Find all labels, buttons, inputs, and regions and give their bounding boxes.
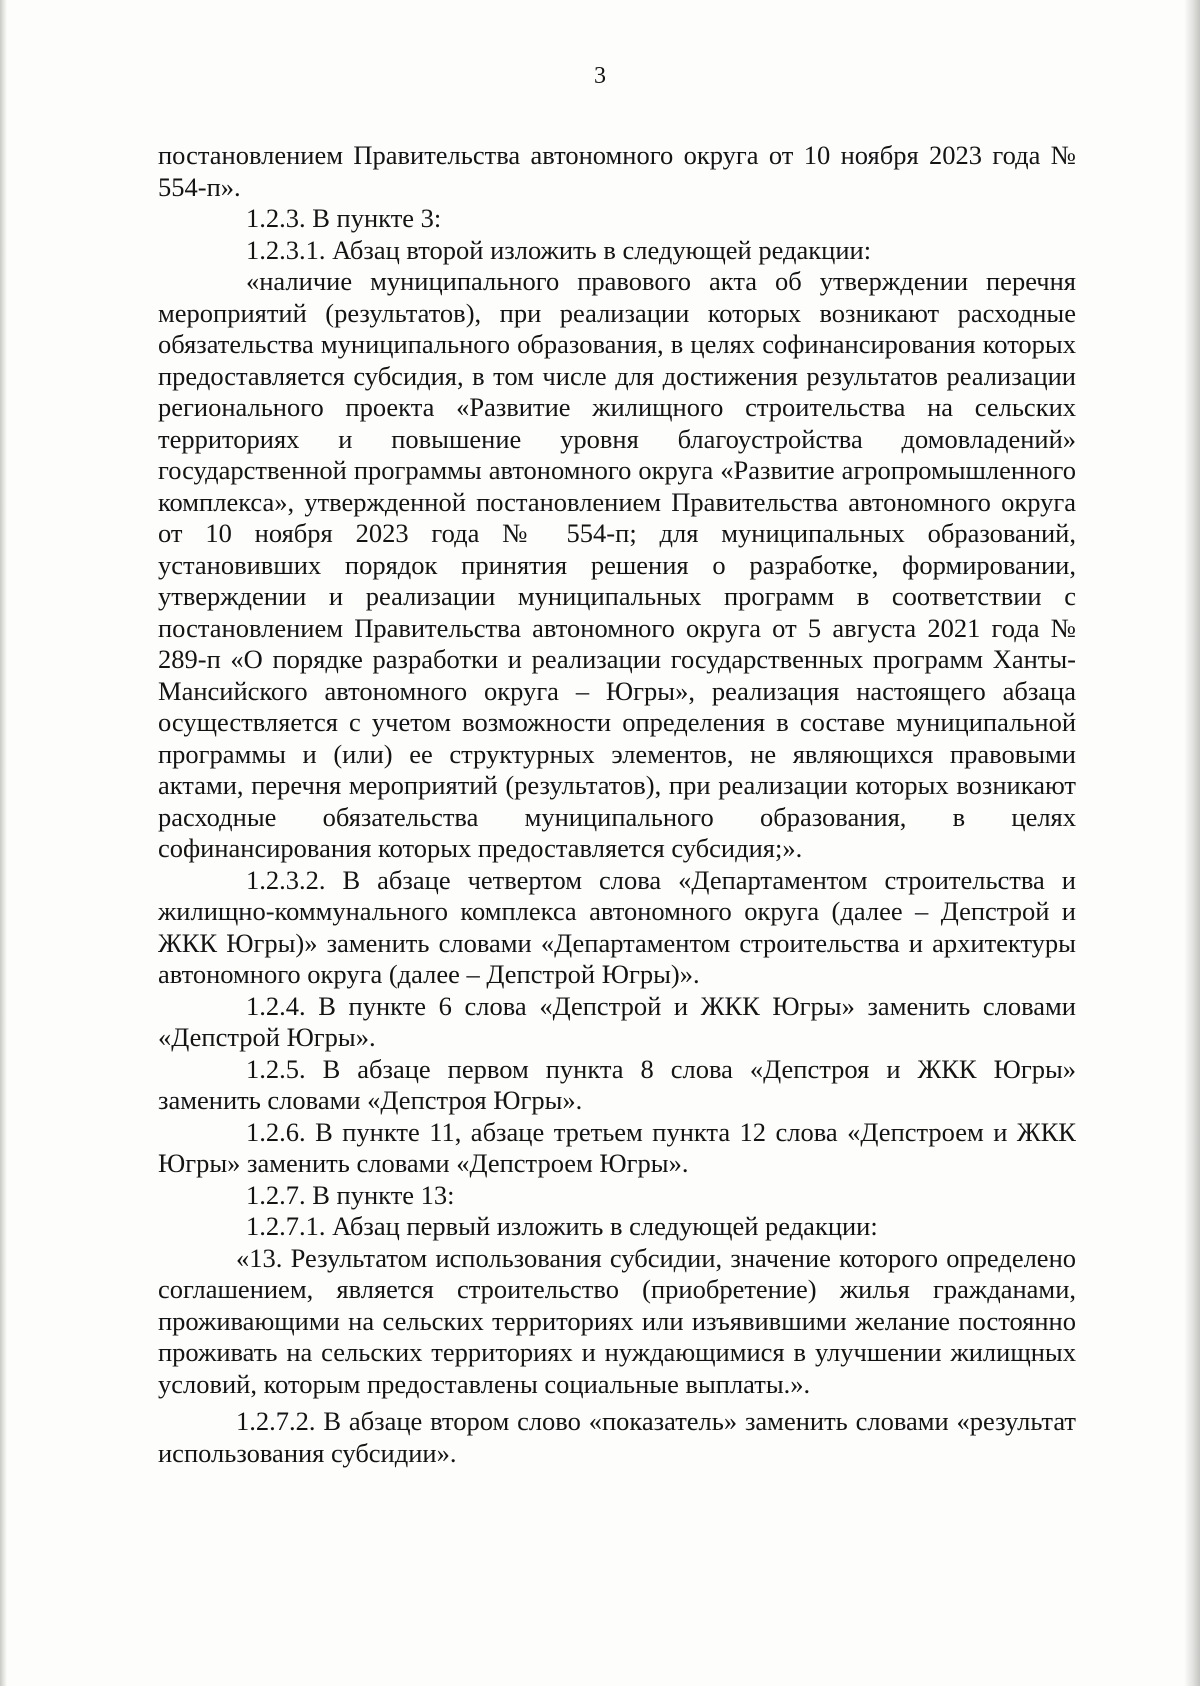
paragraph-item-1-2-3: 1.2.3. В пункте 3: bbox=[246, 203, 442, 233]
scan-edge-right bbox=[1184, 0, 1200, 1686]
paragraph-item-1-2-7-1: 1.2.7.1. Абзац первый изложить в следующей редакции: bbox=[246, 1211, 878, 1241]
paragraph-continuation: постановлением Правительства автономного округа от 10 ноября 2023 года № 554-п». bbox=[158, 140, 1076, 202]
paragraph-item-1-2-7-2: 1.2.7.2. В абзаце втором слово «показатель» заменить словами «результат использования субсидии». bbox=[158, 1406, 1076, 1468]
paragraph-item-1-2-3-2: 1.2.3.2. В абзаце четвертом слова «Департаментом строительства и жилищно-коммунального комплекса автономного округа (далее – Депстрой и ЖКК Югры)» заменить словами «Департаментом строительства и архитектуры автономного округа (далее – Депстрой Югры)». bbox=[158, 864, 1076, 989]
paragraph-item-1-2-4: 1.2.4. В пункте 6 слова «Депстрой и ЖКК Югры» заменить словами «Депстрой Югры». bbox=[158, 990, 1076, 1052]
paragraph-item-1-2-7: 1.2.7. В пункте 13: bbox=[246, 1179, 455, 1210]
paragraph-quoted-item-13: «13. Результатом использования субсидии, значение которого определено соглашением, является строительство (приобретение) жилья гражданами, проживающими на сельских территориях или изъявившими желание постоянно проживать на сельских территориях и нуждающимися в улучшении жилищных условий, которым предоставлены социальные выплаты.». bbox=[158, 1242, 1076, 1399]
scan-edge-left bbox=[0, 0, 7, 1686]
paragraph-quoted-text: «наличие муниципального правового акта об утверждении перечня мероприятий (результатов), при реализации которых возникают расходные обязательства муниципального образования, в целях софинансирования которых предоставляется субсидия, в том числе для достижения результатов реализации регионального проекта «Развитие жилищного строительства на сельских территориях и повышение уровня благоустройства домовладений» государственной программы автономного округа «Развитие агропромышленного комплекса», утвержденной постановлением Правительства автономного округа от 10 ноября 2023 года № 554-п; для муниципальных образований, установивших порядок принятия решения о разработке, формировании, утверждении и реализации муниципальных программ в соответствии с постановлением Правительства автономного округа от 5 августа 2021 года № 289-п «О порядке разработки и реализации государственных программ Ханты-Мансийского автономного округа – Югры», реализация настоящего абзаца осуществляется с учетом возможности определения в составе муниципальной программы и (или) ее структурных элементов, не являющихся правовыми актами, перечня мероприятий (результатов), при реализации которых возникают расходные обязательства муниципального образования, в целях софинансирования которых предоставляется субсидия;». bbox=[158, 266, 1076, 863]
paragraph-item-1-2-3-1: 1.2.3.1. Абзац второй изложить в следующей редакции: bbox=[246, 234, 872, 265]
page-number: 3 bbox=[594, 63, 606, 89]
paragraph-item-1-2-5: 1.2.5. В абзаце первом пункта 8 слова «Депстроя и ЖКК Югры» заменить словами «Депстроя Югры». bbox=[158, 1053, 1076, 1115]
paragraph-item-1-2-6: 1.2.6. В пункте 11, абзаце третьем пункта 12 слова «Депстроем и ЖКК Югры» заменить словами «Депстроем Югры». bbox=[158, 1116, 1076, 1178]
document-body bbox=[158, 140, 1076, 1469]
